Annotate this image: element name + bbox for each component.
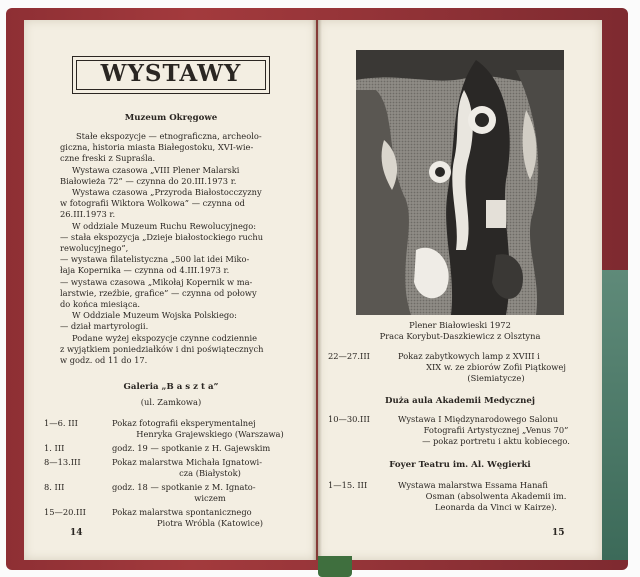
entry-text-line: Pokaz malarstwa spontanicznego xyxy=(112,507,252,517)
photo-caption-line2: Praca Korybut-Daszkiewicz z Olsztyna xyxy=(379,331,541,341)
entry-text-line: Piotra Wróbla (Katowice) xyxy=(156,518,264,528)
entry-text-line: wiczem xyxy=(194,493,226,503)
artwork-photo xyxy=(356,50,564,315)
entry-text-line: Pokaz fotografii eksperymentalnej xyxy=(112,418,256,428)
museum-text-line: giczna, historia miasta Białegostoku, XVI-wie- xyxy=(60,142,254,153)
entry-text-line: — pokaz portretu i aktu kobiecego. xyxy=(422,436,570,446)
museum-text-line: Stałe ekspozycje — etnograficzna, archeolo- xyxy=(76,131,262,141)
entry-date: 10—30.III xyxy=(328,414,370,424)
museum-text-line: Wystawa czasowa „VIII Plener Malarski xyxy=(72,164,240,175)
museum-text-line: czne freski z Supraśla. xyxy=(60,153,156,164)
museum-text-line: rewolucyjnego”, xyxy=(60,243,129,253)
page-number-right: 15 xyxy=(552,528,565,538)
museum-text-line: — stała ekspozycja „Dzieje białostockiego ruchu xyxy=(60,231,264,242)
page-number-left: 14 xyxy=(70,528,83,538)
entry-text-line: cza (Białystok) xyxy=(179,468,241,478)
museum-text-line: z wyjątkiem poniedziałków i dni poświątecznych xyxy=(60,343,264,354)
entry-date: 22—27.III xyxy=(328,351,370,361)
museum-text-line: W Oddziale Muzeum Wojska Polskiego: xyxy=(72,310,237,321)
section-title-gallery: Galeria „B a s z t a” xyxy=(123,382,219,392)
entry-date: 8. III xyxy=(44,482,65,492)
entry-date: 1—6. III xyxy=(44,418,78,428)
page-heading: WYSTAWY xyxy=(100,60,242,87)
entry-text-line: Fotografii Artystycznej „Venus 70” xyxy=(423,425,569,435)
entry-text-line: Wystawa malarstwa Essama Hanafi xyxy=(398,480,548,490)
entry-text-line: (Siemiatycze) xyxy=(467,373,525,383)
entry-text-line: Pokaz malarstwa Michała Ignatowi- xyxy=(112,457,263,467)
entry-date: 1. III xyxy=(44,443,65,453)
museum-text-line: do końca miesiąca. xyxy=(60,299,141,309)
heading-frame xyxy=(72,56,270,94)
entry-date: 8—13.III xyxy=(44,457,81,467)
entry-text-line: Leonarda da Vinci w Kairze). xyxy=(435,502,557,512)
museum-text-line: — wystawa filatelistyczna „500 lat idei Miko- xyxy=(60,254,250,265)
gallery-subtitle: (ul. Zamkowa) xyxy=(140,397,202,407)
museum-text-line: Białowieża 72” — czynna do 20.III.1973 r. xyxy=(60,175,237,186)
museum-text-line: W oddziale Muzeum Ruchu Rewolucyjnego: xyxy=(72,220,256,231)
museum-text-line: — wystawa czasowa „Mikołaj Kopernik w ma- xyxy=(60,276,253,287)
entry-text-line: godz. 18 — spotkanie z M. Ignato- xyxy=(112,482,256,492)
entry-text-line: godz. 19 — spotkanie z H. Gajewskim xyxy=(112,443,271,453)
entry-date: 15—20.III xyxy=(44,507,86,517)
entry-text-line: XIX w. ze zbiorów Zofii Piątkowej xyxy=(426,362,566,372)
museum-text-line: Wystawa czasowa „Przyroda Białostocczyzny xyxy=(72,187,262,197)
book-gutter xyxy=(312,20,322,560)
entry-text-line: Osman (absolwenta Akademii im. xyxy=(425,491,567,501)
entry-text-line: Wystawa I Międzynarodowego Salonu xyxy=(398,414,559,424)
entry-text-line: Pokaz zabytkowych lamp z XVIII i xyxy=(398,351,540,361)
section-title-foyer: Foyer Teatru im. Al. Węgierki xyxy=(389,460,531,470)
museum-text-line: Podane wyżej ekspozycje czynne codziennie xyxy=(72,332,258,343)
museum-text-line: w godz. od 11 do 17. xyxy=(60,355,148,365)
museum-text-line: 26.III.1973 r. xyxy=(60,209,116,220)
artwork-photo-image xyxy=(356,50,564,315)
bookmark-ribbon xyxy=(318,556,352,577)
cover-edge-green xyxy=(600,270,628,560)
museum-text-line: — dział martyrologii. xyxy=(60,321,149,332)
entry-text-line: Henryka Grajewskiego (Warszawa) xyxy=(136,429,284,439)
museum-text-line: larstwie, rzeźbie, grafice” — czynna od połowy xyxy=(60,287,257,298)
section-title-aula: Duża aula Akademii Medycznej xyxy=(385,396,535,406)
museum-text-line: łaja Kopernika — czynna od 4.III.1973 r. xyxy=(60,265,230,276)
photo-caption-line1: Plener Białowieski 1972 xyxy=(409,320,511,330)
museum-text-line: w fotografii Wiktora Wolkowa” — czynna od xyxy=(60,198,245,209)
entry-date: 1—15. III xyxy=(328,480,368,490)
section-title-museum: Muzeum Okręgowe xyxy=(124,113,218,123)
